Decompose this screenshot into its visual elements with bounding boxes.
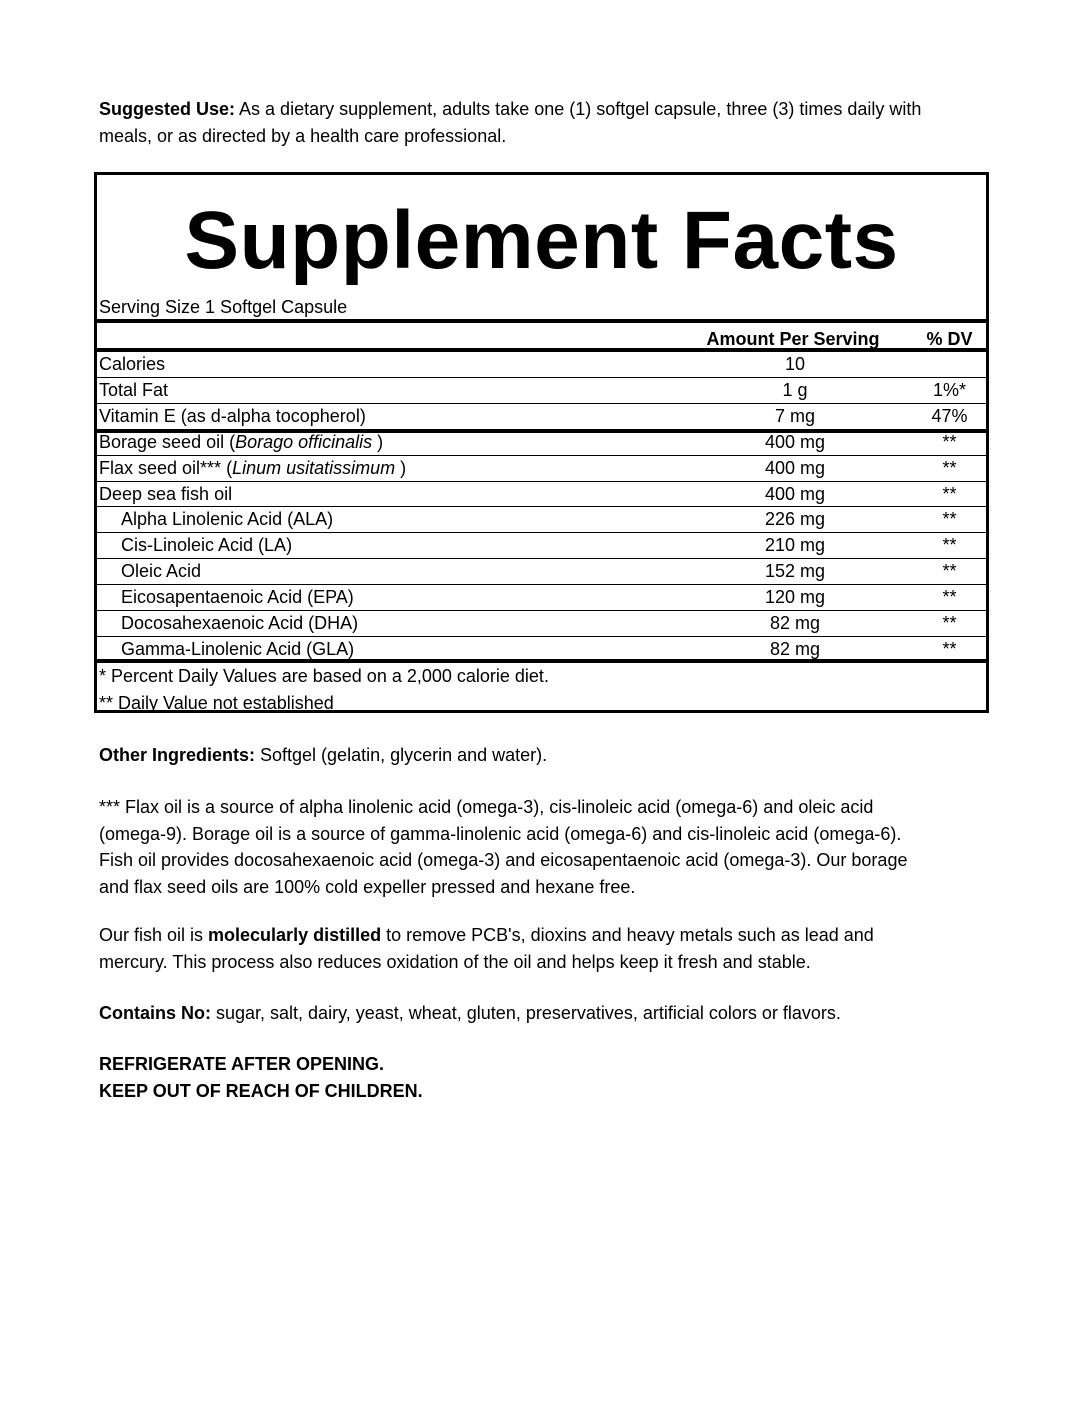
nutrient-amount: 10: [784, 354, 806, 374]
nutrient-name: Deep sea fish oil: [99, 483, 233, 504]
nutrient-name: Vitamin E (as d-alpha tocopherol): [99, 405, 366, 426]
nutrient-name-pre: Flax seed oil*** (: [99, 457, 233, 478]
nutrient-amount: 400 mg: [764, 483, 826, 504]
nutrient-name-pre: Borage seed oil (: [99, 431, 236, 452]
nutrient-dv: **: [942, 638, 957, 659]
table-row: [97, 636, 986, 662]
nutrient-amount: 400 mg: [764, 431, 826, 452]
other-ingredients-label: Other Ingredients:: [99, 745, 256, 765]
nutrient-name: Gamma-Linolenic Acid (GLA): [121, 638, 355, 659]
nutrient-dv: **: [942, 535, 957, 556]
suggested-use-text: As a dietary supplement, adults take one (1) softgel capsule, three (3) times daily with meals, or as directed by a health care professional.: [99, 99, 922, 146]
nutrient-amount: 152 mg: [764, 561, 826, 582]
nutrient-amount: 1 g: [782, 379, 808, 400]
footnote-dv-not-established: ** Daily Value not established: [99, 693, 334, 713]
warnings: [99, 1051, 949, 1104]
header-amount: Amount Per Serving: [706, 329, 880, 349]
nutrient-name-post: ): [372, 431, 384, 452]
other-ingredients-text: Softgel (gelatin, glycerin and water).: [255, 745, 548, 765]
nutrient-dv: **: [942, 457, 957, 478]
nutrient-amount: 210 mg: [764, 535, 826, 556]
nutrient-dv: **: [942, 613, 957, 633]
nutrient-amount: 82 mg: [769, 638, 821, 659]
nutrient-latin-name: Borago officinalis: [235, 431, 373, 452]
table-row: [97, 532, 986, 558]
flax-oil-note: *** Flax oil is a source of alpha linolenic acid (omega-3), cis-linoleic acid (omega-6) and oleic acid (omega-9). Borage oil is a source of gamma-linolenic acid (omega-6) and cis-linoleic acid (omega-6). Fish oil provides docosahexaenoic acid (omega-3) and eicosapentaenoic acid (omega-3). Our borage and flax seed oils are 100% cold expeller pressed and hexane free.: [99, 797, 908, 897]
nutrient-name: Alpha Linolenic Acid (ALA): [121, 509, 334, 530]
table-row: [97, 377, 986, 403]
table-row: [97, 455, 986, 481]
nutrient-name: Total Fat: [99, 379, 169, 400]
nutrient-name: Eicosapentaenoic Acid (EPA): [121, 587, 354, 608]
nutrient-dv: 1%*: [932, 379, 967, 400]
nutrient-dv: **: [942, 509, 957, 530]
nutrient-name: [99, 457, 406, 479]
nutrient-name: Calories: [99, 354, 166, 374]
table-row: [97, 403, 986, 429]
table-row: [97, 610, 986, 636]
contains-no-label: Contains No:: [99, 1003, 211, 1023]
suggested-use: [99, 96, 949, 149]
table-row: [97, 481, 986, 507]
thick-divider: [97, 319, 986, 323]
nutrient-name: [99, 431, 383, 453]
contains-no: [99, 1000, 949, 1027]
other-ingredients: [99, 742, 949, 769]
nutrient-amount: 7 mg: [774, 405, 816, 426]
fish-oil-note: [99, 922, 919, 975]
contains-no-text: sugar, salt, dairy, yeast, wheat, gluten, preservatives, artificial colors or flavors.: [211, 1003, 841, 1023]
nutrient-amount: 226 mg: [764, 509, 826, 530]
table-row: [97, 506, 986, 532]
nutrient-latin-name: Linum usitatissimum: [232, 457, 396, 478]
table-row: [97, 584, 986, 610]
nutrient-dv: **: [942, 431, 957, 452]
header-dv: % DV: [926, 329, 973, 349]
table-row: [97, 429, 986, 455]
nutrient-dv: **: [942, 483, 957, 504]
nutrient-dv: **: [942, 587, 957, 608]
facts-header-row: [97, 326, 986, 350]
serving-size: Serving Size 1 Softgel Capsule: [99, 297, 348, 317]
fish-oil-bold: molecularly distilled: [208, 925, 382, 945]
nutrient-amount: 82 mg: [769, 613, 821, 633]
nutrient-amount: 400 mg: [764, 457, 826, 478]
warning-children: KEEP OUT OF REACH OF CHILDREN.: [99, 1080, 423, 1101]
table-row: [97, 558, 986, 584]
suggested-use-label: Suggested Use:: [99, 99, 236, 119]
thick-divider: [97, 659, 986, 663]
nutrient-name: Oleic Acid: [121, 561, 202, 582]
nutrient-name-post: ): [395, 457, 407, 478]
fish-oil-post: to remove PCB's, dioxins and heavy metals such as lead and mercury. This process also reduces oxidation of the oil and helps keep it fresh and stable.: [99, 925, 874, 972]
facts-title: Supplement Facts: [184, 195, 899, 286]
table-row: [97, 351, 986, 377]
warning-refrigerate: REFRIGERATE AFTER OPENING.: [99, 1054, 385, 1074]
nutrient-name: Cis-Linoleic Acid (LA): [121, 535, 293, 556]
nutrient-name: Docosahexaenoic Acid (DHA): [121, 613, 359, 633]
nutrient-amount: 120 mg: [764, 587, 826, 608]
footnote-percent-dv: * Percent Daily Values are based on a 2,000 calorie diet.: [99, 666, 549, 686]
fish-oil-pre: Our fish oil is: [99, 925, 209, 945]
nutrient-dv: **: [942, 561, 957, 582]
nutrient-dv: 47%: [931, 405, 968, 426]
supplement-facts-panel: [94, 172, 989, 713]
